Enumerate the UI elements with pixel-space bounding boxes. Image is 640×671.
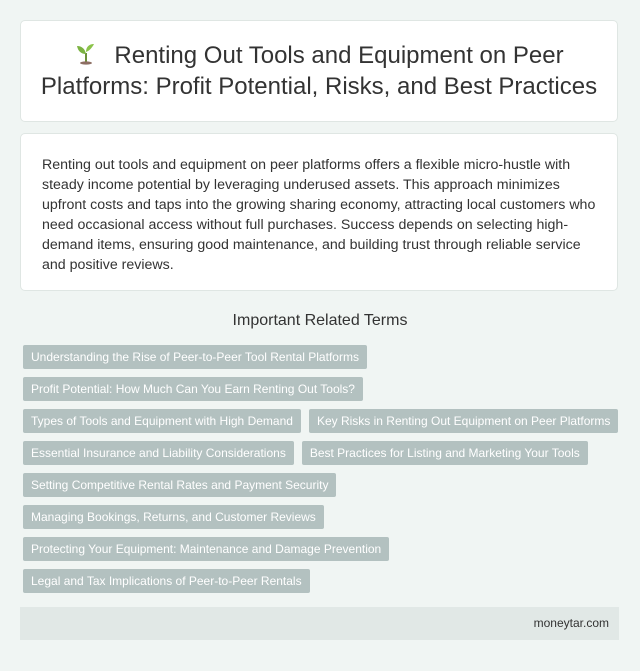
related-terms-row: [23, 409, 623, 433]
intro-card: [20, 133, 618, 291]
related-terms-heading: Important Related Terms: [232, 312, 408, 329]
sprout-icon: [74, 41, 98, 65]
related-term-tag[interactable]: Understanding the Rise of Peer-to-Peer Tool Rental Platforms: [23, 345, 367, 369]
related-terms-row: [23, 441, 623, 465]
related-terms-row: [23, 569, 623, 593]
related-terms-row: [23, 345, 623, 369]
related-term-tag[interactable]: Protecting Your Equipment: Maintenance and Damage Prevention: [23, 537, 389, 561]
related-terms-row: [23, 473, 623, 497]
related-term-tag[interactable]: Best Practices for Listing and Marketing Your Tools: [302, 441, 588, 465]
related-term-tag[interactable]: Legal and Tax Implications of Peer-to-Peer Rentals: [23, 569, 310, 593]
related-term-tag[interactable]: Key Risks in Renting Out Equipment on Peer Platforms: [309, 409, 618, 433]
related-terms-row: [23, 537, 623, 561]
related-term-tag[interactable]: Types of Tools and Equipment with High Demand: [23, 409, 301, 433]
related-term-tag[interactable]: Essential Insurance and Liability Considerations: [23, 441, 294, 465]
title-card: [20, 20, 618, 122]
related-terms-list: [23, 345, 623, 601]
page-title-text: Renting Out Tools and Equipment on Peer Platforms: Profit Potential, Risks, and Best Practices: [40, 42, 598, 100]
related-terms-row: [23, 505, 623, 529]
intro-paragraph: Renting out tools and equipment on peer platforms offers a flexible micro-hustle with steady income potential by leveraging underused assets. This approach minimizes upfront costs and taps into the growing sharing economy, attracting local customers who need occasional access without full purchases. Success depends on selecting high-demand items, ensuring good maintenance, and building trust through reliable service and positive reviews.: [42, 157, 596, 273]
related-terms-row: [23, 377, 623, 401]
footer-site[interactable]: moneytar.com: [533, 616, 609, 630]
related-term-tag[interactable]: Setting Competitive Rental Rates and Payment Security: [23, 473, 336, 497]
related-term-tag[interactable]: Managing Bookings, Returns, and Customer Reviews: [23, 505, 324, 529]
page-title: [39, 40, 599, 102]
footer: [20, 607, 619, 640]
related-term-tag[interactable]: Profit Potential: How Much Can You Earn Renting Out Tools?: [23, 377, 363, 401]
